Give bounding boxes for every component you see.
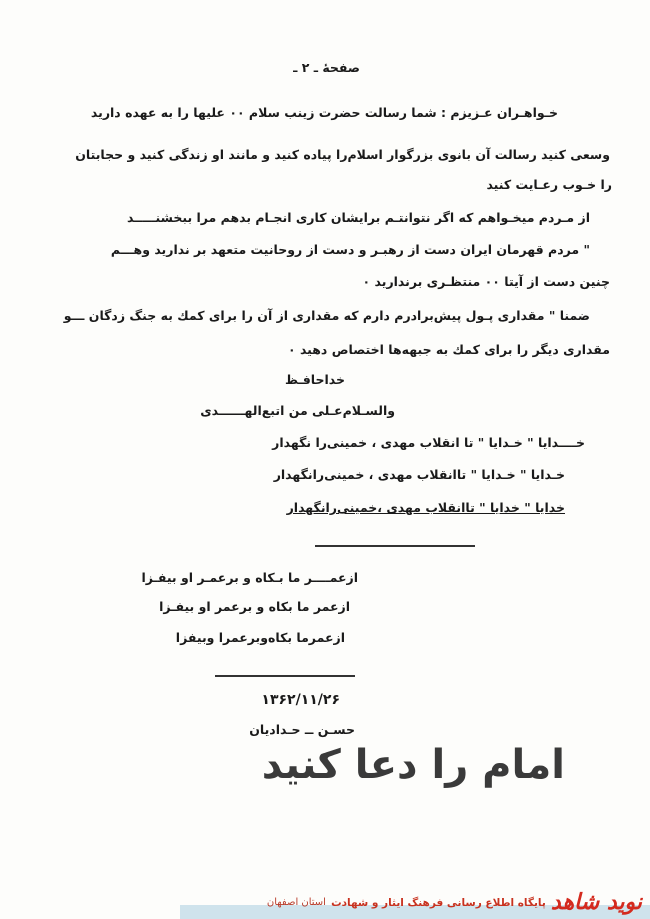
watermark-subtitle: پایگاه اطلاع رسانی فرهنگ ایثار و شهادت bbox=[331, 896, 546, 909]
watermark-logo bbox=[267, 890, 642, 915]
salutation: والسـلام‌عـلی من اتبع‌الهــــــدی bbox=[200, 403, 395, 418]
letter-paragraph: خـواهـران عـزیزم : شما رسالت حضرت زینب سلام ۰۰ علیها را به عهده دارید bbox=[90, 105, 558, 120]
letter-paragraph: را خـوب رعـایت کنید bbox=[486, 177, 612, 192]
divider bbox=[215, 675, 355, 677]
verse-line: ازعمرما بکاه‌وبرعمرا وبیفزا bbox=[175, 630, 345, 645]
prayer-line: خــــدایا " خـدایا " تا انقلاب مهدی ، خمینی‌را نگهدار bbox=[272, 435, 585, 450]
signature-name: حسـن ــ حـدادیان bbox=[249, 722, 355, 737]
prayer-line: خدایا " خدایا " تاانقلاب مهدی ،خمینی‌رانگهدار bbox=[286, 500, 565, 515]
letter-paragraph: چنین دست از آیتا ۰۰ منتظـری برندارید ۰ bbox=[362, 274, 610, 289]
divider bbox=[315, 545, 475, 547]
verse-line: ازعمــــر ما بـکاه و برعمـر او بیفـزا bbox=[141, 570, 358, 585]
letter-paragraph: " مردم قهرمان ایران دست از رهبـر و دست از روحانیت متعهد بر ندارید وهـــم bbox=[110, 242, 590, 257]
date: ۱۳۶۲/۱۱/۲۶ bbox=[261, 692, 340, 708]
letter-paragraph: از مـردم میخـواهم که اگر نتوانتـم برایشان کاری انجـام بدهم مرا ببخشنـــــد bbox=[126, 210, 590, 225]
letter-paragraph: ضمنا " مقداری پـول پیش‌برادرم دارم که مقداری از آن را برای کمك به جنگ زدگان ـــو bbox=[63, 308, 590, 323]
prayer-line: خـدایا " خـدایا " تاانقلاب مهدی ، خمینی‌رانگهدار bbox=[273, 467, 565, 482]
page-number: صفحهٔ ـ ۲ ـ bbox=[293, 60, 360, 75]
handwritten-note: امام را دعا کنید bbox=[261, 742, 565, 788]
watermark-brand: نوید شاهد bbox=[550, 890, 642, 915]
letter-paragraph: مقداری دیگر را برای کمك به جبهه‌ها اختصاص دهید ۰ bbox=[287, 342, 610, 357]
closing: خداحافـظ bbox=[284, 372, 345, 387]
watermark-province: استان اصفهان bbox=[266, 896, 326, 908]
letter-paragraph: وسعی کنید رسالت آن بانوی بزرگوار اسلام‌را پیاده کنید و مانند او زندگی کنید و حجابتان bbox=[75, 147, 610, 162]
verse-line: ازعمر ما بکاه و برعمر او بیفـزا bbox=[159, 599, 350, 614]
